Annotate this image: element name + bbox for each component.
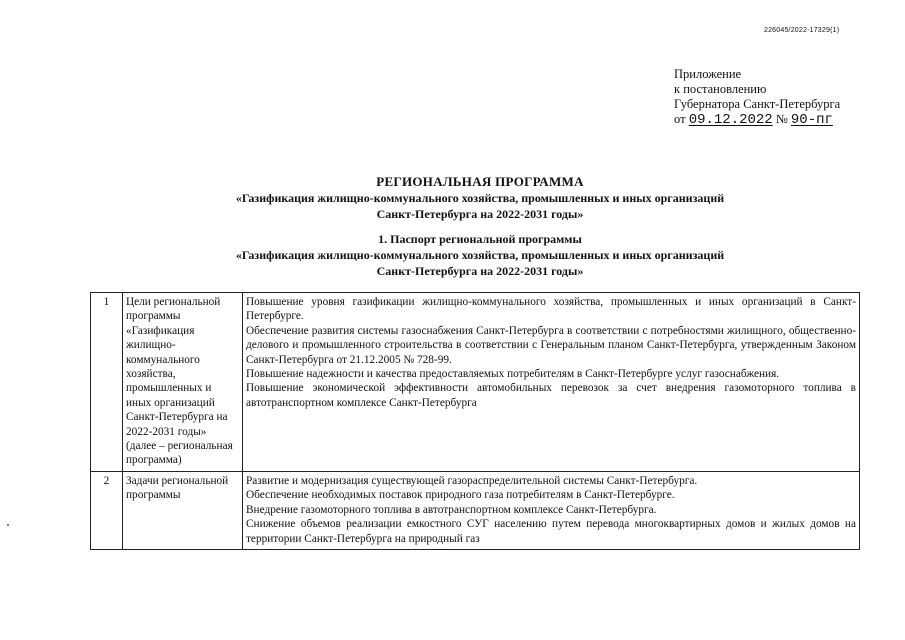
row-content bbox=[243, 471, 860, 549]
row-paragraph: Снижение объемов реализации емкостного СУГ населению путем перевода многоквартирных домов и жилых домов на территории Санкт-Петербурга на природный газ bbox=[246, 518, 856, 545]
row-paragraph: Обеспечение развития системы газоснабжения Санкт-Петербурга в соответствии с потребностями жилищного, общественно-делового и промышленного строительства в соответствии с Генеральным планом Санкт-Петербурга, утвержденным Законом Санкт-Петербурга от 21.12.2005 № 728-99. bbox=[246, 324, 856, 366]
passport-table bbox=[90, 292, 860, 550]
program-title bbox=[200, 174, 760, 222]
decree-date: 09.12.2022 bbox=[688, 112, 773, 128]
row-paragraph: Повышение экономической эффективности автомобильных перевозок за счет внедрения газомоторного топлива в автотранспортном комплексе Санкт-Петербурга bbox=[246, 382, 856, 409]
passport-title bbox=[200, 231, 760, 279]
document-id: 226045/2022-17329(1) bbox=[764, 27, 840, 34]
number-label: № bbox=[775, 112, 788, 126]
program-title-line-2: «Газификация жилищно-коммунального хозяйства, промышленных и иных организаций bbox=[235, 191, 725, 205]
decree-number: 90-пг bbox=[790, 112, 833, 128]
table-row bbox=[91, 293, 860, 472]
row-paragraph: Развитие и модернизация существующей газораспределительной системы Санкт-Петербурга. bbox=[246, 474, 698, 487]
row-number: 2 bbox=[91, 471, 123, 549]
appendix-line-1: Приложение bbox=[674, 67, 742, 81]
appendix-date-line bbox=[674, 112, 874, 128]
row-label: Цели региональной программы «Газификация жилищно-коммунального хозяйства, промышленных и иных организаций Санкт-Петербурга на 2022-2031 годы» (далее – региональная программа) bbox=[123, 293, 243, 472]
row-paragraph: Обеспечение необходимых поставок природного газа потребителям в Санкт-Петербурге. bbox=[246, 489, 675, 502]
row-paragraph: Повышение надежности и качества предоставляемых потребителям в Санкт-Петербурге услуг газоснабжения. bbox=[246, 368, 780, 381]
passport-title-line-1: 1. Паспорт региональной программы bbox=[378, 232, 582, 246]
appendix-line-3: Губернатора Санкт-Петербурга bbox=[674, 97, 841, 111]
row-number: 1 bbox=[91, 293, 123, 472]
appendix-header bbox=[674, 67, 874, 128]
passport-title-line-2: «Газификация жилищно-коммунального хозяйства, промышленных и иных организаций bbox=[235, 248, 725, 262]
appendix-line-2: к постановлению bbox=[674, 82, 767, 96]
program-title-line-3: Санкт-Петербурга на 2022-2031 годы» bbox=[376, 207, 584, 221]
passport-title-line-3: Санкт-Петербурга на 2022-2031 годы» bbox=[376, 264, 584, 278]
table-row bbox=[91, 471, 860, 549]
row-paragraph: Повышение уровня газификации жилищно-коммунального хозяйства, промышленных и иных организаций в Санкт-Петербурге. bbox=[246, 296, 856, 323]
scan-speck bbox=[7, 524, 9, 526]
row-paragraph: Внедрение газомоторного топлива в автотранспортном комплексе Санкт-Петербурга. bbox=[246, 503, 657, 516]
row-content bbox=[243, 293, 860, 472]
from-label: от bbox=[674, 112, 686, 126]
row-label: Задачи региональной программы bbox=[123, 471, 243, 549]
program-title-line-1: РЕГИОНАЛЬНАЯ ПРОГРАММА bbox=[376, 174, 584, 189]
